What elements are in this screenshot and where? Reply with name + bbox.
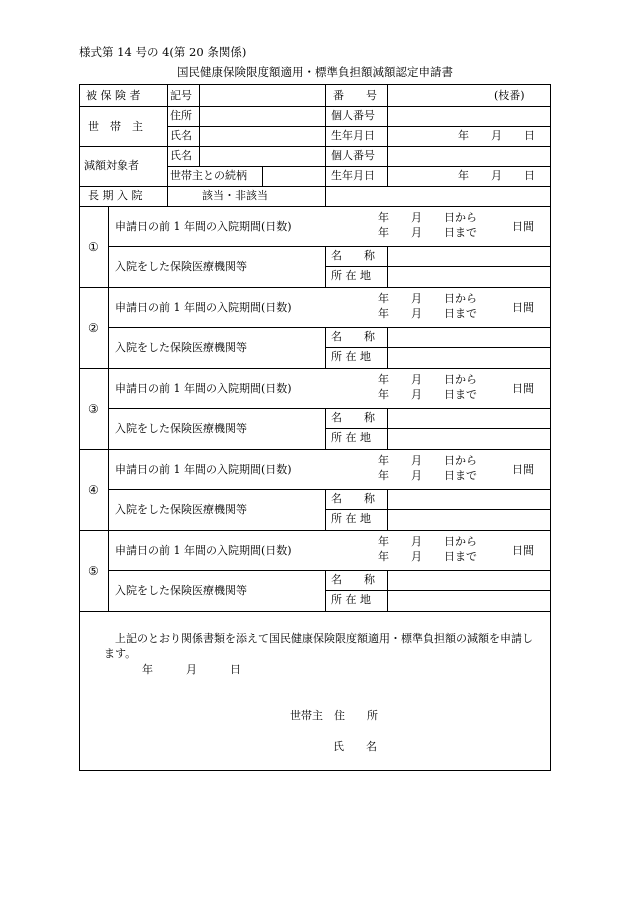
applicant-address-label: 世帯主 住 所: [290, 709, 378, 722]
period-from[interactable]: 年 月 日から: [378, 211, 477, 224]
insured-label: 被 保 険 者: [86, 89, 141, 102]
rule: [80, 530, 550, 531]
rule: [325, 489, 326, 530]
householder-address-label: 住所: [170, 109, 192, 122]
period-number: ⑤: [88, 564, 99, 578]
householder-name-label: 氏名: [170, 129, 192, 142]
period-label: 申請日の前 1 年間の入院期間(日数): [115, 382, 292, 395]
period-days[interactable]: 日間: [512, 220, 534, 233]
rule: [325, 327, 326, 368]
rule: [80, 186, 550, 187]
rule: [80, 106, 550, 107]
period-to[interactable]: 年 月 日まで: [378, 550, 477, 563]
institution-location-field[interactable]: [388, 348, 550, 366]
period-days[interactable]: 日間: [512, 544, 534, 557]
institution-name-field[interactable]: [388, 571, 550, 589]
period-to[interactable]: 年 月 日まで: [378, 388, 477, 401]
target-birthdate-ymd: 年 月 日: [458, 169, 535, 182]
householder-label: 世 帯 主: [88, 120, 143, 133]
institution-label: 入院をした保険医療機関等: [115, 422, 247, 435]
householder-personal-number-label: 個人番号: [331, 109, 375, 122]
form-title: 国民健康保険限度額適用・標準負担額減額認定申請書: [177, 65, 453, 79]
institution-location-field[interactable]: [388, 429, 550, 447]
target-personal-number-label: 個人番号: [331, 149, 375, 162]
period-days[interactable]: 日間: [512, 463, 534, 476]
period-from[interactable]: 年 月 日から: [378, 535, 477, 548]
institution-location-field[interactable]: [388, 267, 550, 285]
rule: [80, 287, 550, 288]
householder-birthdate-ymd: 年 月 日: [458, 129, 535, 142]
institution-location-field[interactable]: [388, 591, 550, 609]
rule: [167, 126, 550, 127]
rule: [108, 449, 109, 530]
rule: [167, 85, 168, 206]
institution-label: 入院をした保険医療機関等: [115, 503, 247, 516]
institution-location-label: 所 在 地: [331, 431, 371, 444]
institution-name-label: 名 称: [331, 330, 375, 343]
period-from[interactable]: 年 月 日から: [378, 454, 477, 467]
institution-name-field[interactable]: [388, 409, 550, 427]
institution-location-label: 所 在 地: [331, 593, 371, 606]
rule: [387, 85, 388, 186]
long-term-applicable[interactable]: 該当・非該当: [202, 189, 268, 202]
institution-location-label: 所 在 地: [331, 269, 371, 282]
rule: [325, 85, 326, 206]
rule: [108, 287, 109, 368]
rule: [108, 206, 109, 287]
period-from[interactable]: 年 月 日から: [378, 373, 477, 386]
institution-label: 入院をした保険医療機関等: [115, 341, 247, 354]
rule: [108, 368, 109, 449]
period-days[interactable]: 日間: [512, 301, 534, 314]
institution-name-field[interactable]: [388, 247, 550, 265]
edaban-label: (枝番): [494, 89, 525, 102]
declaration-date[interactable]: 年 月 日: [142, 663, 241, 676]
institution-label: 入院をした保険医療機関等: [115, 584, 247, 597]
period-number: ②: [88, 321, 99, 335]
period-label: 申請日の前 1 年間の入院期間(日数): [115, 220, 292, 233]
period-from[interactable]: 年 月 日から: [378, 292, 477, 305]
kigo-field[interactable]: [200, 86, 324, 105]
institution-name-label: 名 称: [331, 411, 375, 424]
rule: [325, 408, 326, 449]
long-term-label: 長 期 入 院: [88, 189, 143, 202]
declaration-text: 上記のとおり関係書類を添えて国民健康保険限度額適用・標準負担額の減額を申請します。: [104, 632, 533, 660]
rule: [325, 246, 326, 287]
period-label: 申請日の前 1 年間の入院期間(日数): [115, 544, 292, 557]
rule: [80, 611, 550, 612]
period-to[interactable]: 年 月 日まで: [378, 307, 477, 320]
institution-label: 入院をした保険医療機関等: [115, 260, 247, 273]
bango-label: 番 号: [333, 89, 377, 102]
rule: [108, 530, 109, 611]
institution-name-label: 名 称: [331, 249, 375, 262]
householder-birthdate-label: 生年月日: [331, 129, 375, 142]
rule: [325, 570, 326, 611]
rule: [80, 449, 550, 450]
institution-name-label: 名 称: [331, 573, 375, 586]
period-number: ①: [88, 240, 99, 254]
target-name-label: 氏名: [170, 149, 192, 162]
relationship-label: 世帯主との続柄: [170, 169, 247, 182]
rule: [80, 368, 550, 369]
form-number: 様式第 14 号の 4(第 20 条関係): [79, 45, 247, 59]
rule: [167, 166, 550, 167]
institution-location-label: 所 在 地: [331, 350, 371, 363]
reduction-target-label: 減額対象者: [84, 159, 139, 172]
period-label: 申請日の前 1 年間の入院期間(日数): [115, 301, 292, 314]
target-birthdate-label: 生年月日: [331, 169, 375, 182]
period-label: 申請日の前 1 年間の入院期間(日数): [115, 463, 292, 476]
rule: [80, 206, 550, 207]
period-number: ③: [88, 402, 99, 416]
institution-location-label: 所 在 地: [331, 512, 371, 525]
institution-name-label: 名 称: [331, 492, 375, 505]
institution-location-field[interactable]: [388, 510, 550, 528]
period-to[interactable]: 年 月 日まで: [378, 226, 477, 239]
institution-name-field[interactable]: [388, 328, 550, 346]
rule: [80, 146, 550, 147]
period-to[interactable]: 年 月 日まで: [378, 469, 477, 482]
rule: [262, 166, 263, 186]
institution-name-field[interactable]: [388, 490, 550, 508]
period-number: ④: [88, 483, 99, 497]
period-days[interactable]: 日間: [512, 382, 534, 395]
kigo-label: 記号: [170, 89, 192, 102]
applicant-name-label: 氏 名: [333, 740, 377, 753]
